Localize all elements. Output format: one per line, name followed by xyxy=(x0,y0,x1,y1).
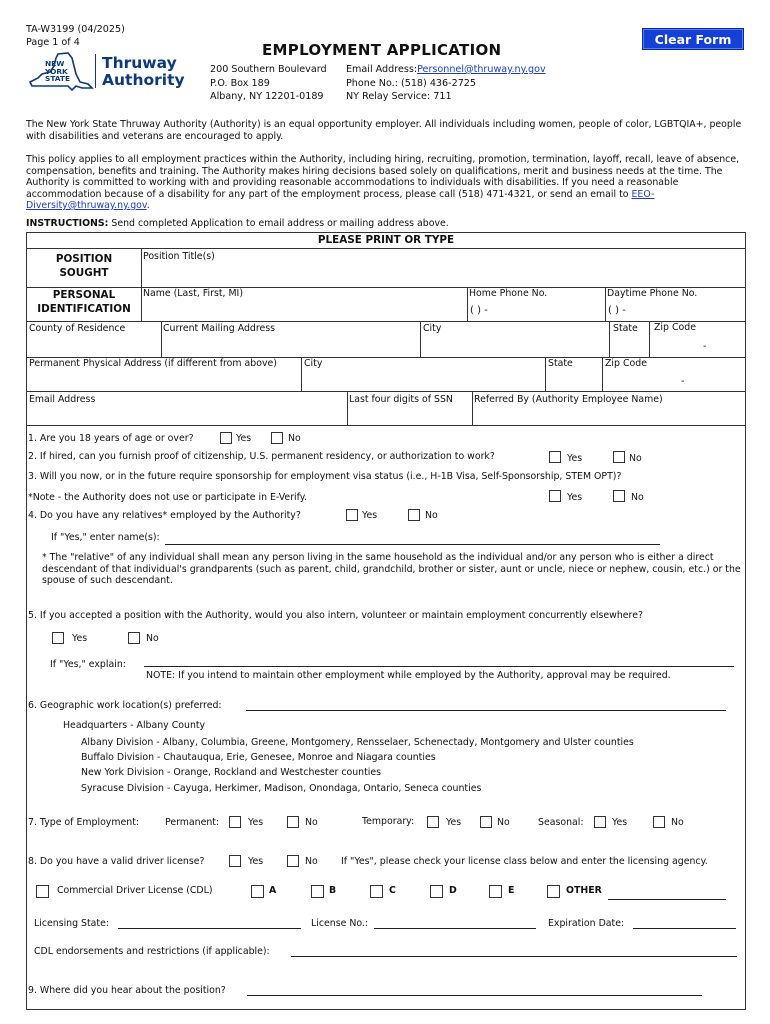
logo-state-line1: NEW xyxy=(45,59,65,68)
q2-yes-label: Yes xyxy=(567,453,583,464)
referred-by-field[interactable]: Referred By (Authority Employee Name) xyxy=(474,394,663,405)
form-id: TA-W3199 (04/2025) xyxy=(26,24,125,35)
personal-info-grid xyxy=(26,232,746,426)
q2-yes-checkbox[interactable] xyxy=(549,451,561,463)
logo-state-line2: YORK xyxy=(45,66,68,76)
seasonal-yes-checkbox[interactable] xyxy=(594,816,606,828)
location-albany: Albany Division - Albany, Columbia, Greene, Montgomery, Rensselaer, Schenectady, Montgomery and Ulster counties xyxy=(81,737,634,748)
question-1: 1. Are you 18 years of age or over? xyxy=(28,433,194,444)
seasonal-no-checkbox[interactable] xyxy=(653,816,665,828)
logo-name-line2: Authority xyxy=(102,71,185,89)
seasonal-label: Seasonal: xyxy=(538,817,584,828)
q4-yes-checkbox[interactable] xyxy=(346,509,358,521)
instructions-label: INSTRUCTIONS: xyxy=(26,218,109,229)
class-other-label: OTHER xyxy=(566,885,602,896)
licensing-state-label: Licensing State: xyxy=(34,918,110,929)
q8-no-label: No xyxy=(305,856,318,867)
class-c-checkbox[interactable] xyxy=(370,885,383,898)
class-a-label: A xyxy=(269,885,277,896)
q3-yes-checkbox[interactable] xyxy=(549,490,561,502)
instructions-text: Send completed Application to email address or mailing address above. xyxy=(108,218,449,229)
permanent-zip-dash: - xyxy=(681,376,685,387)
license-class-note: If "Yes", please check your license class below and enter the licensing agency. xyxy=(341,856,708,867)
permanent-zip-field[interactable]: Zip Code xyxy=(605,358,647,369)
class-e-checkbox[interactable] xyxy=(489,885,502,898)
other-class-input[interactable] xyxy=(608,899,726,900)
q4-no-checkbox[interactable] xyxy=(408,509,420,521)
address-line2: P.O. Box 189 xyxy=(210,77,270,89)
q1-yes-label: Yes xyxy=(236,433,252,444)
q1-yes-checkbox[interactable] xyxy=(220,432,232,444)
q3-yes-label: Yes xyxy=(567,492,583,503)
class-a-checkbox[interactable] xyxy=(251,885,264,898)
question-9: 9. Where did you hear about the position? xyxy=(28,985,226,996)
policy-text: This policy applies to all employment practices within the Authority, including hiring, recruiting, promotion, termination, layoff, recall, leave of absence, compensation, benefits and training. The Authority makes hiring decisions based solely on qualifications, merit and business needs at the time. The Authority is committed to working with and providing reasonable accommodations to individuals with disabilities. If you need a reasonable accommodation because of a disability for any part of the employment process, please call (518) 471-4321, or send an email to xyxy=(26,154,740,200)
city-field[interactable]: City xyxy=(423,323,442,334)
temporary-yes-checkbox[interactable] xyxy=(427,816,439,828)
permanent-yes-label: Yes xyxy=(248,817,264,828)
policy-statement xyxy=(26,154,744,212)
clear-form-button[interactable]: Clear Form xyxy=(642,28,744,50)
position-label-line1: POSITION xyxy=(55,253,113,265)
location-syracuse: Syracuse Division - Cayuga, Herkimer, Madison, Onondaga, Ontario, Seneca counties xyxy=(81,783,482,794)
seasonal-yes-label: Yes xyxy=(612,817,628,828)
position-label-line2: SOUGHT xyxy=(59,267,109,279)
question-7: 7. Type of Employment: xyxy=(28,817,140,828)
permanent-no-label: No xyxy=(305,817,318,828)
q5-yes-label: Yes xyxy=(72,633,88,644)
phone-number: Phone No.: (518) 436-2725 xyxy=(346,77,477,89)
q9-source-input[interactable] xyxy=(247,995,702,996)
zip-field[interactable]: Zip Code xyxy=(654,322,696,333)
permanent-city-field[interactable]: City xyxy=(304,358,323,369)
permanent-label: Permanent: xyxy=(165,817,220,828)
cdl-checkbox[interactable] xyxy=(36,885,49,898)
class-d-checkbox[interactable] xyxy=(430,885,443,898)
q2-no-label: No xyxy=(629,453,642,464)
personal-label-line1: PERSONAL xyxy=(52,289,116,301)
q3-no-label: No xyxy=(631,492,644,503)
q5-no-checkbox[interactable] xyxy=(128,632,140,644)
seasonal-no-label: No xyxy=(671,817,684,828)
relay-service: NY Relay Service: 711 xyxy=(346,91,452,102)
q1-no-checkbox[interactable] xyxy=(271,432,283,444)
relative-names-input[interactable] xyxy=(165,544,660,545)
thruway-logo xyxy=(28,52,185,92)
temporary-no-checkbox[interactable] xyxy=(480,816,492,828)
expiration-date-label: Expiration Date: xyxy=(548,918,625,929)
contact-info xyxy=(346,63,546,104)
position-sought-label xyxy=(27,252,141,280)
county-field[interactable]: County of Residence xyxy=(29,323,126,334)
license-number-input[interactable] xyxy=(374,928,536,929)
question-5: 5. If you accepted a position with the Authority, would you also intern, volunteer or maintain employment concurrently elsewhere? xyxy=(28,610,643,621)
print-or-type-heading: PLEASE PRINT OR TYPE xyxy=(317,234,455,246)
ssn-field[interactable]: Last four digits of SSN xyxy=(349,394,453,405)
q1-no-label: No xyxy=(288,433,301,444)
cdl-endorsements-label: CDL endorsements and restrictions (if applicable): xyxy=(34,946,270,957)
mailing-address-field[interactable]: Current Mailing Address xyxy=(163,323,276,334)
page-title: EMPLOYMENT APPLICATION xyxy=(262,41,502,59)
q5-approval-note: NOTE: If you intend to maintain other employment while employed by the Authority, approval may be required. xyxy=(146,670,671,681)
q8-yes-label: Yes xyxy=(248,856,264,867)
permanent-no-checkbox[interactable] xyxy=(287,816,299,828)
logo-name-line1: Thruway xyxy=(102,54,177,72)
daytime-phone-mask: ( ) - xyxy=(608,305,626,316)
eeo-statement: The New York State Thruway Authority (Authority) is an equal opportunity employer. All individuals including women, people of color, LGBTQIA+, people with disabilities and veterans are encouraged to apply. xyxy=(26,119,742,142)
q8-yes-checkbox[interactable] xyxy=(229,855,241,867)
mailing-address xyxy=(210,63,327,104)
q5-explain-label: If "Yes," explain: xyxy=(50,659,126,670)
policy-end: . xyxy=(146,200,150,211)
cdl-endorsements-input[interactable] xyxy=(291,956,737,957)
logo-state-line3: STATE xyxy=(45,74,71,84)
location-headquarters: Headquarters - Albany County xyxy=(63,720,206,731)
location-buffalo: Buffalo Division - Chautauqua, Erie, Genesee, Monroe and Niagara counties xyxy=(81,752,436,763)
relative-names-label: If "Yes," enter name(s): xyxy=(51,532,160,543)
address-line1: 200 Southern Boulevard xyxy=(210,64,327,75)
q8-no-checkbox[interactable] xyxy=(287,855,299,867)
licensing-state-input[interactable] xyxy=(118,928,301,929)
class-d-label: D xyxy=(449,885,457,896)
class-b-label: B xyxy=(329,885,337,896)
question-2: 2. If hired, can you furnish proof of citizenship, U.S. permanent residency, or authorization to work? xyxy=(28,451,495,462)
permanent-state-field[interactable]: State xyxy=(548,358,573,369)
email-field[interactable]: Email Address xyxy=(29,394,96,405)
q5-yes-checkbox[interactable] xyxy=(52,632,64,644)
personnel-email-link[interactable]: Personnel@thruway.ny.gov xyxy=(417,64,546,75)
question-4: 4. Do you have any relatives* employed by the Authority? xyxy=(28,510,301,521)
address-line3: Albany, NY 12201-0189 xyxy=(210,91,324,102)
question-3: 3. Will you now, or in the future require sponsorship for employment visa status (i.e., H-1B Visa, Self-Sponsorship, STEM OPT)? xyxy=(28,471,622,482)
class-e-label: E xyxy=(508,885,515,896)
email-label: Email Address: xyxy=(346,64,418,75)
q4-yes-label: Yes xyxy=(362,510,378,521)
page-number: Page 1 of 4 xyxy=(26,37,80,48)
relative-definition: * The "relative" of any individual shall mean any person living in the same household as the individual and/or any person who is either a direct descendant of that individual's grandparents (such as parent, child, grandchild, brother or sister, aunt or uncle, niece or nephew, cousin, etc.) or the spouse of such descendant. xyxy=(42,552,741,586)
state-field[interactable]: State xyxy=(613,323,638,334)
position-title-field[interactable]: Position Title(s) xyxy=(143,251,215,262)
license-number-label: License No.: xyxy=(311,918,369,929)
permanent-yes-checkbox[interactable] xyxy=(229,816,241,828)
permanent-address-field[interactable]: Permanent Physical Address (if different from above) xyxy=(29,358,277,369)
q6-location-input[interactable] xyxy=(246,710,726,711)
q5-explain-input[interactable] xyxy=(144,666,734,667)
home-phone-mask: ( ) - xyxy=(470,305,488,316)
temporary-label: Temporary: xyxy=(362,816,415,827)
cdl-label: Commercial Driver License (CDL) xyxy=(57,885,213,896)
instructions xyxy=(26,218,449,229)
eeo-email-link[interactable]: EEO-Diversity@thruway.ny.gov xyxy=(26,188,655,211)
temporary-no-label: No xyxy=(497,817,510,828)
q2-no-checkbox[interactable] xyxy=(613,451,625,463)
question-8: 8. Do you have a valid driver license? xyxy=(28,856,205,867)
personal-id-label xyxy=(27,288,141,316)
personal-label-line2: IDENTIFICATION xyxy=(37,303,131,315)
everify-note: *Note - the Authority does not use or participate in E-Verify. xyxy=(28,492,307,503)
class-c-label: C xyxy=(389,885,396,896)
question-6: 6. Geographic work location(s) preferred: xyxy=(28,700,222,711)
name-field[interactable]: Name (Last, First, MI) xyxy=(143,288,243,299)
expiration-date-input[interactable] xyxy=(633,928,736,929)
q3-no-checkbox[interactable] xyxy=(613,490,625,502)
location-new-york: New York Division - Orange, Rockland and Westchester counties xyxy=(81,767,382,778)
daytime-phone-field[interactable]: Daytime Phone No. xyxy=(607,288,698,299)
q4-no-label: No xyxy=(425,510,438,521)
class-b-checkbox[interactable] xyxy=(311,885,324,898)
zip-dash: - xyxy=(703,341,707,352)
q5-no-label: No xyxy=(146,633,159,644)
class-other-checkbox[interactable] xyxy=(547,885,560,898)
home-phone-field[interactable]: Home Phone No. xyxy=(469,288,548,299)
temporary-yes-label: Yes xyxy=(446,817,462,828)
